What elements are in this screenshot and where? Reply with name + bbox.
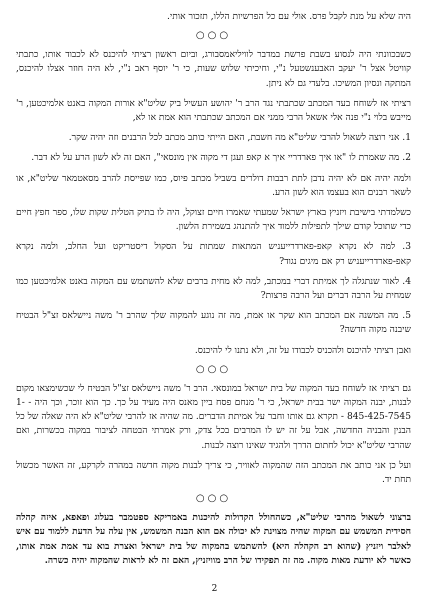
text-column (16, 10, 411, 578)
page-number: 2 (211, 584, 218, 594)
paragraph-final-question: ברצוני לשאול מהרבי שליט"א, כשהחולל הקדולות להיכנות באמריקא ספטמבר בעלוג ופאפא, איזה קהלה חסידית המשמש עם המקוה שהיה מצוינת לא יכולה אם הוא הבנה המשמש, אין עלה על הדעת ללמוד עם איש לאלבר ויזניץ (שהוא רב הקהלה היא) להשתמש בהמקוה של בית ישראל ואצרת בוא עד אמת אמת אותו, כאשר לא יודעת מאות מקוה. מה זה תפקידו של הרב מוויזניץ, האם זה לא לראות שהמקוה יהיה כשרה. (16, 512, 411, 566)
paragraph-writing-reason: ועל כן אני כותב את המכתב הזה שהמקוה לאוויר, כי צריך לבנות מקוה חדשה במהרה לקרקע, זה האשר מכשול תחת יד. (16, 460, 411, 486)
section-separator: ○○○ (195, 30, 232, 42)
paragraph-letter-context: רציתי אז לשוחח בעד המכתב שכתבתי נגד הרב ר' יהושע העשיל ביק שליט"א אורות המקוה באנט אלמיכטען, ר' מייבש בלוי נ"י פנה אלי אשאל הרבי ממני אם המכתב שכתבתי הוא אמת או לא, (16, 98, 411, 124)
paragraph-yeshiva: כשלמדתי בישיבת ויזניץ בארץ ישראל שמעתי שאמרו חיים זצוקל, היה לו בתיק הטלית שקות שלו, ספר חפץ חיים כדי שתוכל קודם שילך לתפילות ללמוד איך להתנהג בשמירת הלשון. (16, 208, 411, 233)
question-1: 1. אני רוצה לשאול להרבי שליט"א מה חשבת, האם הייתי כותב מכתב לכל הרבנים וזה יהיה שקר. (68, 133, 411, 144)
paragraph-denied-entry: ואבן רציתי להיכנס ולהכניס לכבודו על זה, ולא נתנו לי להיכנס. (194, 345, 411, 356)
question-2: 2. מה שאמרת לו "או איך פארדריי איך א קאפ ועגן די מקוה אין מונסאי", האם זה לא לשון הרע על לא דבר. (31, 153, 411, 164)
section-separator-2: ○○○ (195, 363, 232, 375)
question-list-2 (16, 240, 411, 337)
question-4: 4. לאור שנתגלה לך אמיתת דברי במכתב, למה לא מחית ברבים שלא להשתמש עם המקוה באנט אלמיכטען כמו שמחית על הרבה דברים ועל הרבה פרצות? (16, 276, 411, 302)
question-list (16, 131, 411, 165)
paragraph-reconciliation: ולמה יהיה אם לא יהיה נדבן לתת רבבות דולרים בשביל מכתב פיוס, כמו שפייסת להרב מסאטמאר שליט"א, או לשאר רבנים הוא בעצמו הוא לשון הרע. (16, 173, 411, 198)
paragraph-beis-yisroel: גם רציתי אז לשוחח בעד המקוה של בית ישראל במונסאי. הרב ר' משה ניישלאס זצ"ל הבטיח לי שכשימצאו מקום לבנות, יבנה המקוה ישר בבית ישראל, כי ר' מנחם פסח ביין מאנס היה מעיד על כך. כך הוא זוכר, וכך היה - 1-845-425-7545 - תקרא גם אותו וחבר על אמיתת הדברים. מה שהיה אז להרבי שליט"א לא היה שאלה של כל הבנין והבניה החדשה, אבל על זה יש לו המרבים בכל צדק, ורק אמרתי הבטחה לציבור במקוה בכשרות, ואם שהרבי שליט"א יכול לחתום הדרך ולהגיד שאינו רוצה לבנות. (16, 383, 411, 451)
question-5: 5. מה המשנה אם המכתב הוא שקר או אמת, מה זה נוגע להמקוה שלך שהרב ר' משה ניישלאס זצ"ל הבטיח שיבנה מקוה חדשה? (16, 311, 411, 336)
opening-line: היה שלא על מנת לקבל פרס. אולי עם כל הפרשיות הללו, תזכור אותי. (166, 12, 411, 22)
question-3: 3. למה לא נקרא קאפ-פארדרייעניש המתאות שמתות על הסקול דיסטריקט ועל החלב, ולמה נקרא קאפ-פארדרייעניש רק אם מיגים נגוד? (16, 242, 411, 267)
section-separator-3: ○○○ (195, 493, 232, 505)
paragraph-intro: כשבכוונתי היה לנסוע בשבת פרשת במדבר לוויליאמסבורג, וביום ראשון רציתי להיכנס לא לכבוד אותו, כתבתי קוויטל אצל ר' יעקב האבענשטעל נ"י, וחיכיתי שלוש שעות, כי ר' יוסף ראב נ"י, לא היה חוזר אצלו להיכנס, המתקה ונסיון המשיכו. בלעדי גם לא ניתן. (16, 50, 411, 89)
